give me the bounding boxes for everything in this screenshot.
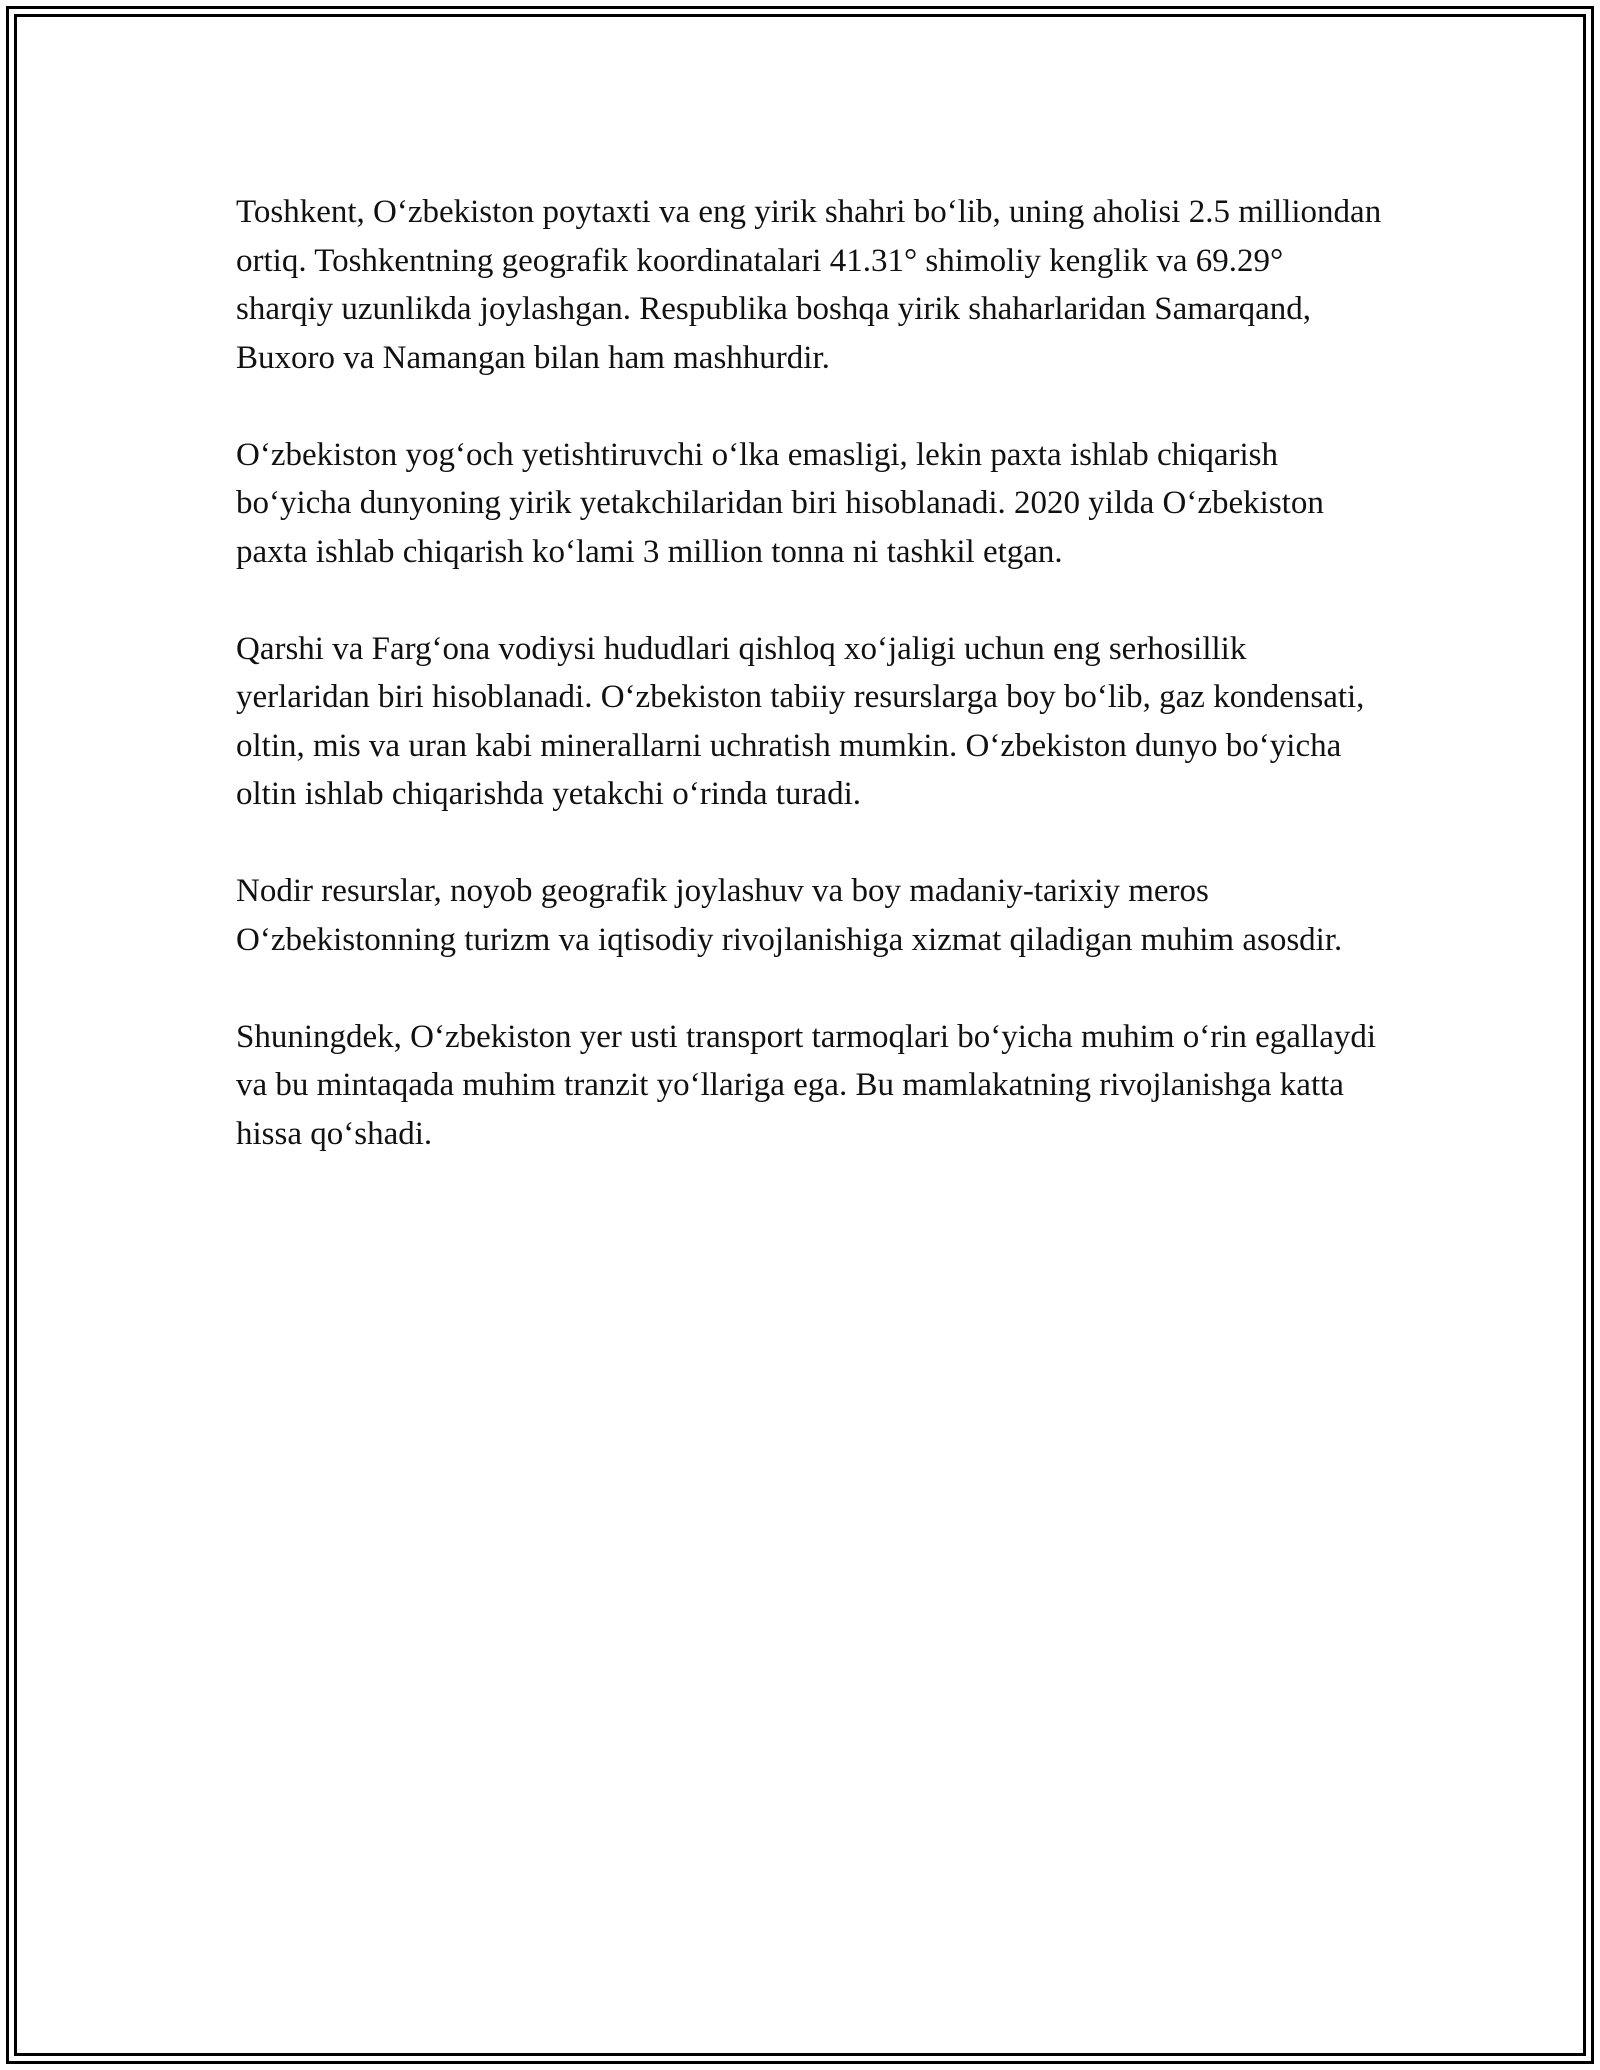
paragraph-tashkent: Toshkent, O‘zbekiston poytaxti va eng yirik shahri bo‘lib, uning aholisi 2.5 milliondan ortiq. Toshkentning geografik koordinatalari 41.31° shimoliy kenglik va 69.29° sharqiy uzunlikda joylashgan. Respublika boshqa yirik shaharlaridan Samarqand, Buxoro va Namangan bilan ham mashhurdir. <box>236 194 1382 376</box>
paragraph-cotton: O‘zbekiston yog‘och yetishtiruvchi o‘lka emasligi, lekin paxta ishlab chiqarish bo‘yicha dunyoning yirik yetakchilaridan biri hisoblanadi. 2020 yilda O‘zbekiston paxta ishlab chiqarish ko‘lami 3 million tonna ni tashkil etgan. <box>236 436 1324 570</box>
paragraph-transport: Shuningdek, O‘zbekiston yer usti transport tarmoqlari bo‘yicha muhim o‘rin egallaydi va bu mintaqada muhim tranzit yo‘llariga ega. Bu mamlakatning rivojlanishga katta hissa qo‘shadi. <box>236 1018 1377 1152</box>
paragraph-tourism: Nodir resurslar, noyob geografik joylashuv va boy madaniy-tarixiy meros O‘zbekistonning turizm va iqtisodiy rivojlanishiga xizmat qiladigan muhim asosdir. <box>236 873 1343 958</box>
paragraph-resources: Qarshi va Farg‘ona vodiysi hududlari qishloq xo‘jaligi uchun eng serhosillik yerlaridan biri hisoblanadi. O‘zbekiston tabiiy resurslarga boy bo‘lib, gaz kondensati, oltin, mis va uran kabi minerallarni uchratish mumkin. O‘zbekiston dunyo bo‘yicha oltin ishlab chiqarishda yetakchi o‘rinda turadi. <box>236 630 1365 812</box>
document-body <box>236 188 1386 1207</box>
